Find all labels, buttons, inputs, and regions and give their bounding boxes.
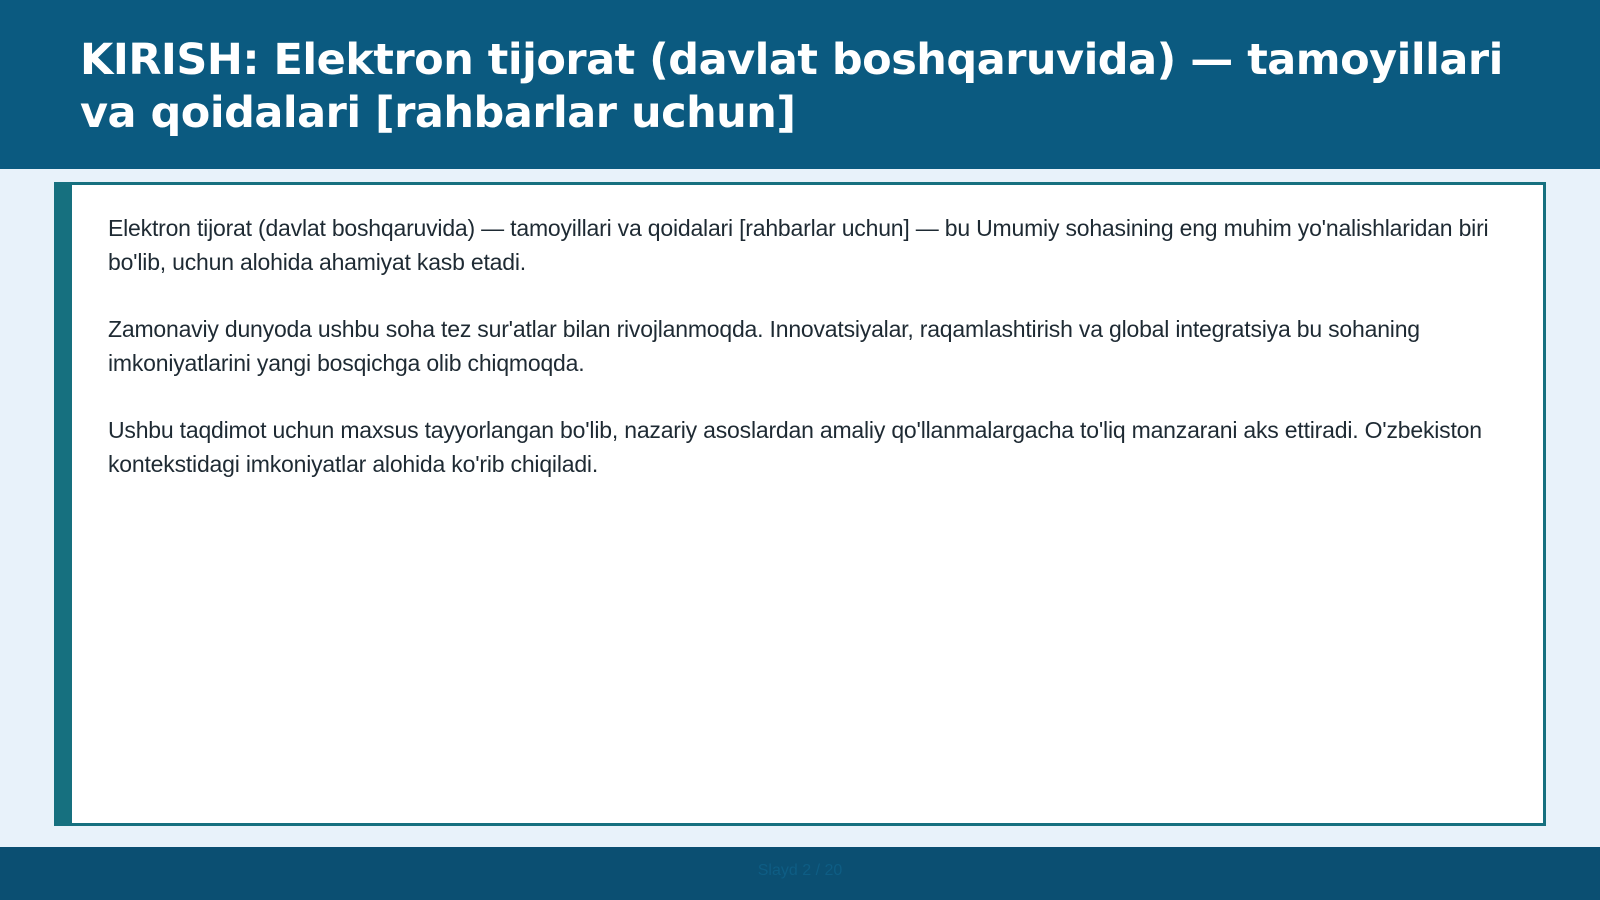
slide-title: KIRISH: Elektron tijorat (davlat boshqaruvida) — tamoyillari va qoidalari [rahbarlar uchun] <box>80 35 1503 138</box>
slide-footer <box>0 847 1600 900</box>
content-body <box>108 211 1508 514</box>
slide-number: Slayd 2 / 20 <box>757 862 843 879</box>
intro-paragraph: Elektron tijorat (davlat boshqaruvida) — tamoyillari va qoidalari [rahbarlar uchun] — bu Umumiy sohasining eng muhim yo'nalishlaridan biri bo'lib, uchun alohida ahamiyat kasb etadi. <box>108 215 1489 275</box>
presentation-purpose-paragraph: Ushbu taqdimot uchun maxsus tayyorlangan bo'lib, nazariy asoslardan amaliy qo'llanmalargacha to'liq manzarani aks ettiradi. O'zbekiston kontekstidagi imkoniyatlar alohida ko'rib chiqiladi. <box>108 417 1482 477</box>
modern-world-paragraph: Zamonaviy dunyoda ushbu soha tez sur'atlar bilan rivojlanmoqda. Innovatsiyalar, raqamlashtirish va global integratsiya bu sohaning imkoniyatlarini yangi bosqichga olib chiqmoqda. <box>108 316 1420 376</box>
content-card <box>54 182 1546 826</box>
slide-header <box>0 0 1600 169</box>
